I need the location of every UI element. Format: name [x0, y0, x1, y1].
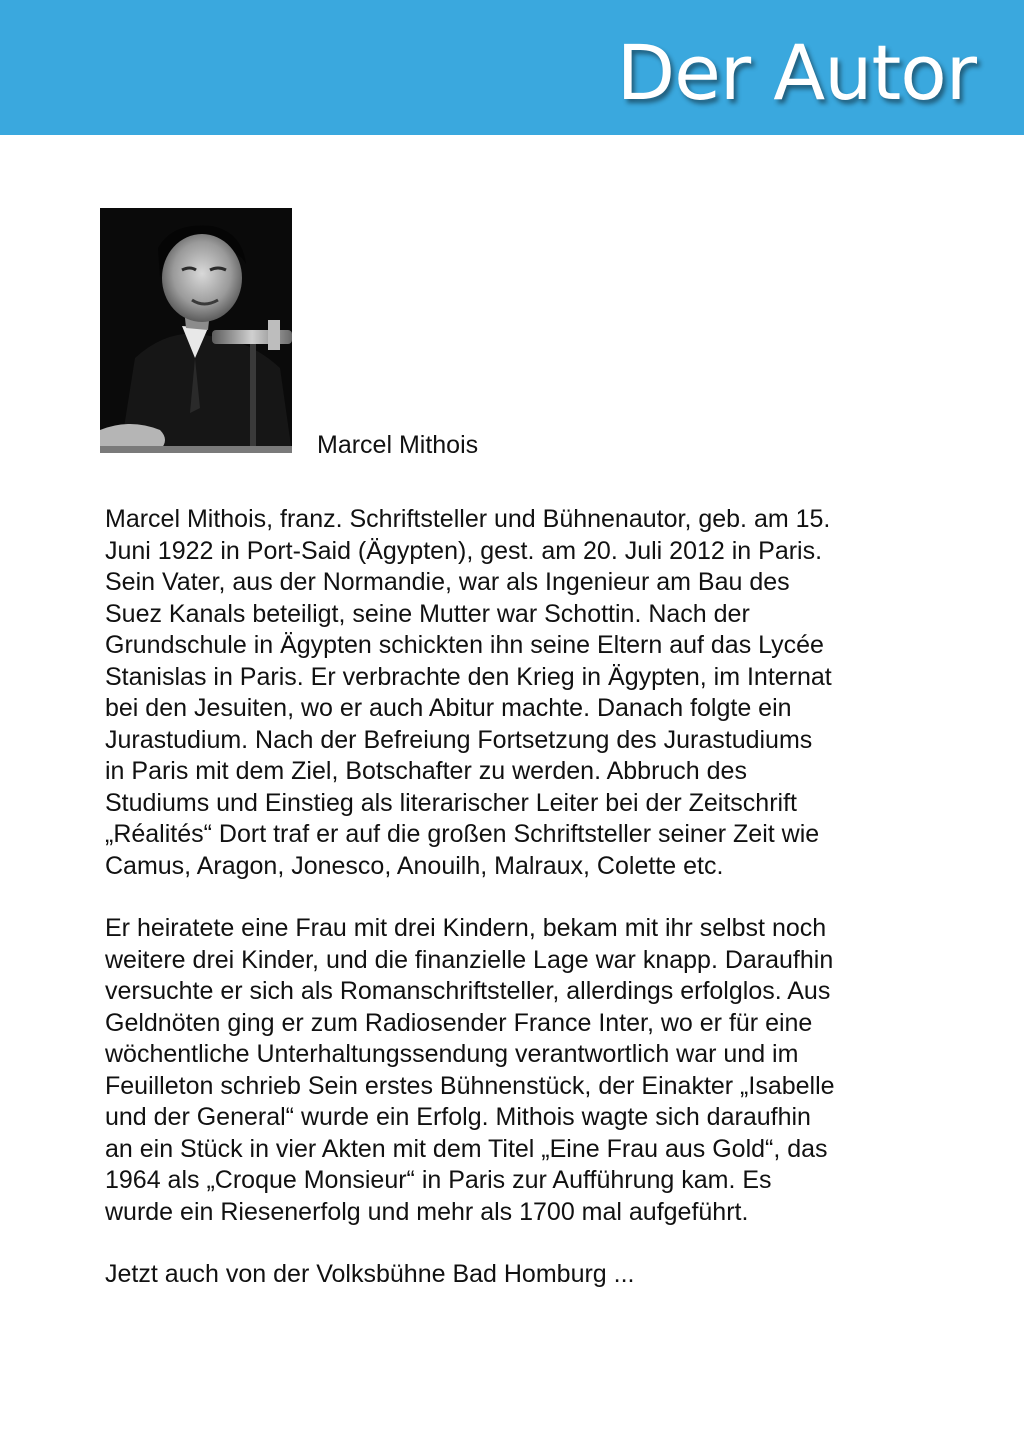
- page-title: Der Autor: [616, 28, 976, 117]
- paragraph-1: Marcel Mithois, franz. Schriftsteller und Bühnenautor, geb. am 15. Juni 1922 in Port-Said (Ägypten), gest. am 20. Juli 2012 in Paris. Sein Vater, aus der Normandie, war als Ingenieur am Bau des Suez Kanals beteiligt, seine Mutter war Schottin. Nach der Grundschule in Ägypten schickten ihn seine Eltern auf das Lycée Stanislas in Paris. Er verbrachte den Krieg in Ägypten, im Internat bei den Jesuiten, wo er auch Abitur machte. Danach folgte ein Jurastudium. Nach der Befreiung Fortsetzung des Jurastudiums in Paris mit dem Ziel, Botschafter zu werden. Abbruch des Studiums und Einstieg als literarischer Leiter bei der Zeitschrift „Réalités“ Dort traf er auf die großen Schriftsteller seiner Zeit wie Camus, Aragon, Jonesco, Anouilh, Malraux, Colette etc.: [105, 505, 832, 880]
- author-portrait-photo: [100, 208, 292, 453]
- paragraph-3: Jetzt auch von der Volksbühne Bad Homburg ...: [105, 1260, 635, 1288]
- photo-caption: Marcel Mithois: [317, 431, 479, 459]
- paragraph-2: Er heiratete eine Frau mit drei Kindern, bekam mit ihr selbst noch weitere drei Kinder, und die finanzielle Lage war knapp. Daraufhin versuchte er sich als Romanschriftsteller, allerdings erfolglos. Aus Geldnöten ging er zum Radiosender France Inter, wo er für eine wöchentliche Unterhaltungssendung verantwortlich war und im Feuilleton schrieb Sein erstes Bühnenstück, der Einakter „Isabelle und der General“ wurde ein Erfolg. Mithois wagte sich daraufhin an ein Stück in vier Akten mit dem Titel „Eine Frau aus Gold“, das 1964 als „Croque Monsieur“ in Paris zur Aufführung kam. Es wurde ein Riesenerfolg und mehr als 1700 mal aufgeführt.: [105, 914, 835, 1226]
- portrait-photo-icon: [100, 208, 292, 453]
- header-band: [0, 0, 1024, 135]
- biography-text: [105, 504, 935, 1322]
